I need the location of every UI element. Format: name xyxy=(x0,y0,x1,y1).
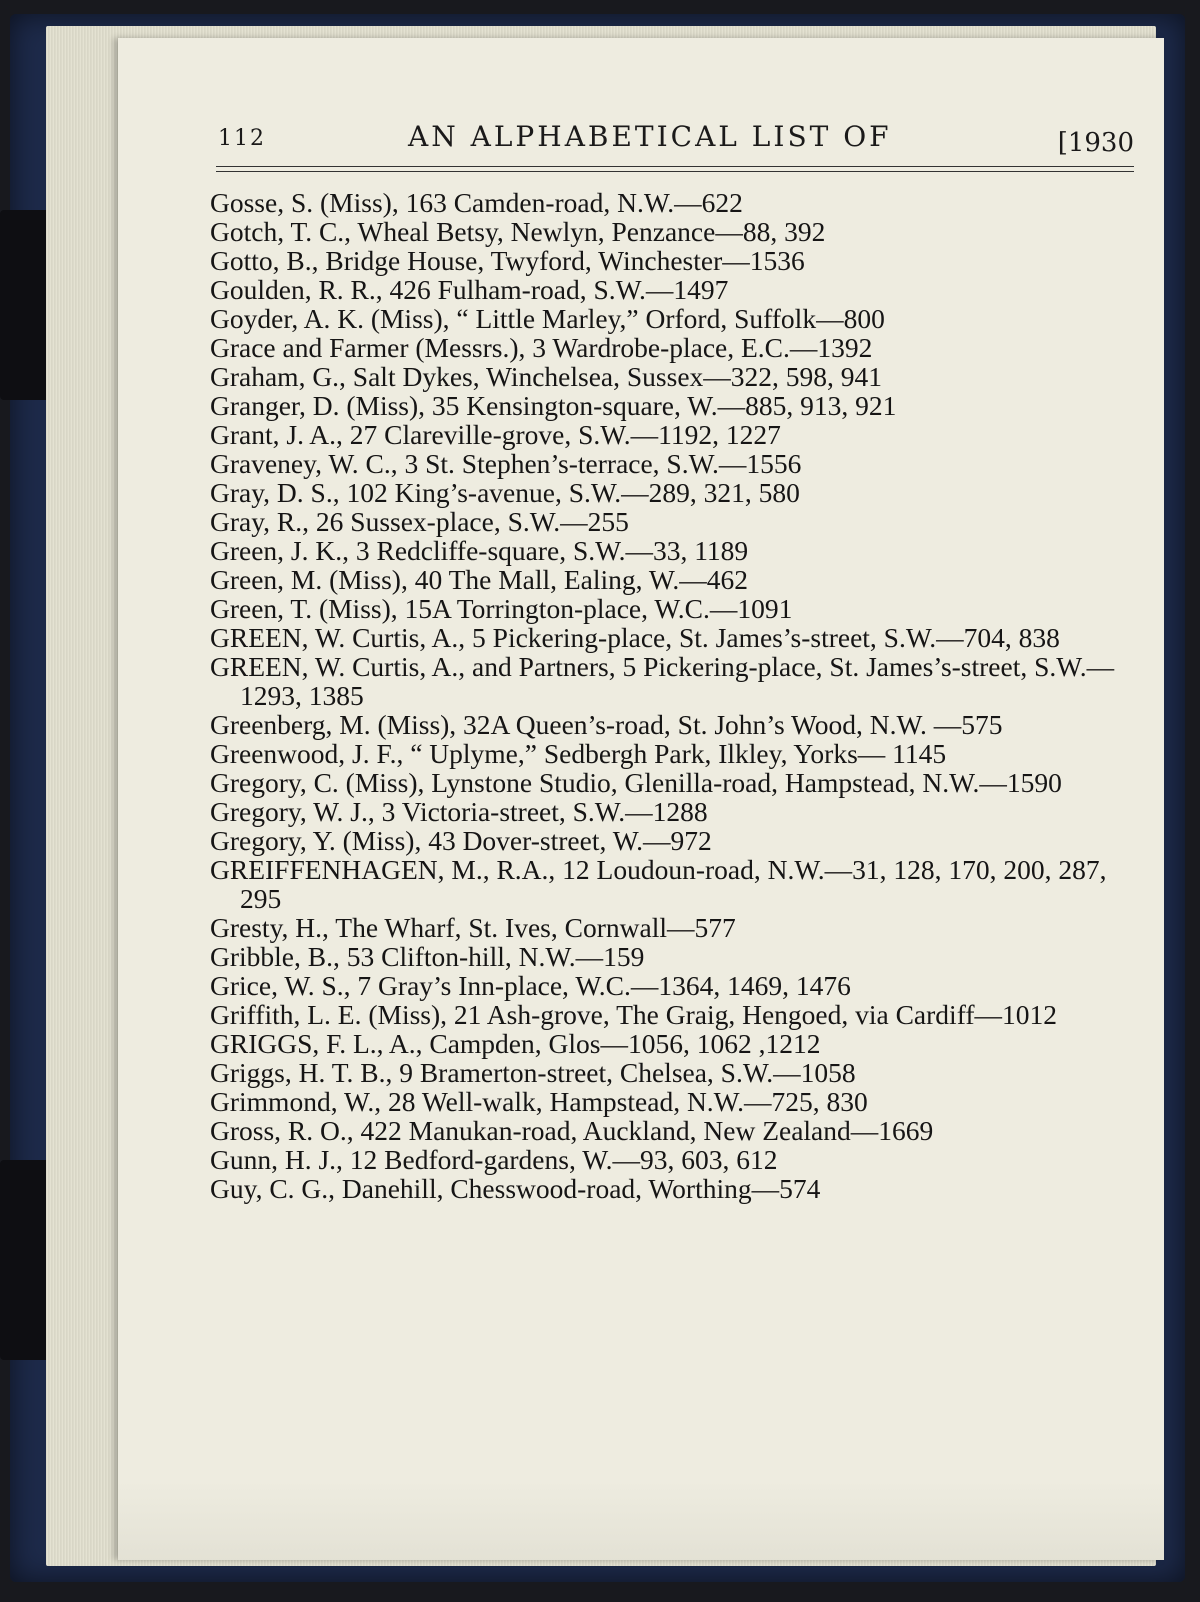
directory-entry: Gray, R., 26 Sussex-place, S.W.—255 xyxy=(210,506,629,537)
directory-entry: Gosse, S. (Miss), 163 Camden-road, N.W.—622 xyxy=(210,187,743,218)
directory-entry: Gross, R. O., 422 Manukan-road, Auckland, New Zealand—1669 xyxy=(210,1115,934,1146)
directory-entry: Grace and Farmer (Messrs.), 3 Wardrobe-place, E.C.—1392 xyxy=(210,332,873,363)
directory-entry: Gregory, W. J., 3 Victoria-street, S.W.—1288 xyxy=(210,796,708,827)
directory-entry: Gotch, T. C., Wheal Betsy, Newlyn, Penzance—88, 392 xyxy=(210,216,826,247)
directory-entry: Greenberg, M. (Miss), 32A Queen’s-road, St. John’s Wood, N.W. —575 xyxy=(210,709,1003,740)
directory-entry: GREIFFENHAGEN, M., R.A., 12 Loudoun-road, N.W.—31, 128, 170, 200, 287, 295 xyxy=(210,854,1107,914)
directory-entry: Green, T. (Miss), 15A Torrington-place, W.C.—1091 xyxy=(210,593,793,624)
directory-entry: Gregory, C. (Miss), Lynstone Studio, Glenilla-road, Hampstead, N.W.—1590 xyxy=(210,767,1062,798)
running-title: AN ALPHABETICAL LIST OF xyxy=(408,120,892,153)
header-double-rule xyxy=(216,166,1134,172)
directory-entry: Gribble, B., 53 Clifton-hill, N.W.—159 xyxy=(210,941,645,972)
page-header xyxy=(218,116,1134,166)
directory-entry: Gregory, Y. (Miss), 43 Dover-street, W.—972 xyxy=(210,825,712,856)
directory-entry: Green, M. (Miss), 40 The Mall, Ealing, W.—462 xyxy=(210,564,748,595)
directory-entry: Green, J. K., 3 Redcliffe-square, S.W.—33, 1189 xyxy=(210,535,749,566)
directory-entry: GRIGGS, F. L., A., Campden, Glos—1056, 1062 ,1212 xyxy=(210,1028,821,1059)
directory-entry: Guy, C. G., Danehill, Chesswood-road, Worthing—574 xyxy=(210,1173,821,1204)
directory-entry: Grice, W. S., 7 Gray’s Inn-place, W.C.—1364, 1469, 1476 xyxy=(210,970,851,1001)
page-bottom-shade xyxy=(118,1480,1164,1560)
directory-entry: Gray, D. S., 102 King’s-avenue, S.W.—289, 321, 580 xyxy=(210,477,800,508)
book-page xyxy=(118,38,1164,1560)
directory-entry: Granger, D. (Miss), 35 Kensington-square, W.—885, 913, 921 xyxy=(210,390,897,421)
page-number: 112 xyxy=(218,126,266,151)
year-marker: [1930 xyxy=(1057,128,1134,158)
directory-entry: Grant, J. A., 27 Clareville-grove, S.W.—1192, 1227 xyxy=(210,419,781,450)
directory-entry: Griggs, H. T. B., 9 Bramerton-street, Chelsea, S.W.—1058 xyxy=(210,1057,856,1088)
directory-entry: GREEN, W. Curtis, A., and Partners, 5 Pickering-place, St. James’s-street, S.W.—1293, 1385 xyxy=(210,651,1115,711)
directory-entry: Grimmond, W., 28 Well-walk, Hampstead, N.W.—725, 830 xyxy=(210,1086,868,1117)
directory-list xyxy=(210,188,1122,1203)
directory-entry: Graveney, W. C., 3 St. Stephen’s-terrace, S.W.—1556 xyxy=(210,448,802,479)
directory-entry: Gresty, H., The Wharf, St. Ives, Cornwall—577 xyxy=(210,912,736,943)
directory-entry: Griffith, L. E. (Miss), 21 Ash-grove, The Graig, Hengoed, via Cardiff—1012 xyxy=(210,999,1058,1030)
directory-entry: Graham, G., Salt Dykes, Winchelsea, Sussex—322, 598, 941 xyxy=(210,361,883,392)
directory-entry: Goulden, R. R., 426 Fulham-road, S.W.—1497 xyxy=(210,274,729,305)
directory-entry: Gunn, H. J., 12 Bedford-gardens, W.—93, 603, 612 xyxy=(210,1144,778,1175)
directory-entry: Greenwood, J. F., “ Uplyme,” Sedbergh Park, Ilkley, Yorks— 1145 xyxy=(210,738,947,769)
directory-entry: GREEN, W. Curtis, A., 5 Pickering-place, St. James’s-street, S.W.—704, 838 xyxy=(210,622,1060,653)
directory-entry: Gotto, B., Bridge House, Twyford, Winchester—1536 xyxy=(210,245,805,276)
directory-entry: Goyder, A. K. (Miss), “ Little Marley,” Orford, Suffolk—800 xyxy=(210,303,885,334)
